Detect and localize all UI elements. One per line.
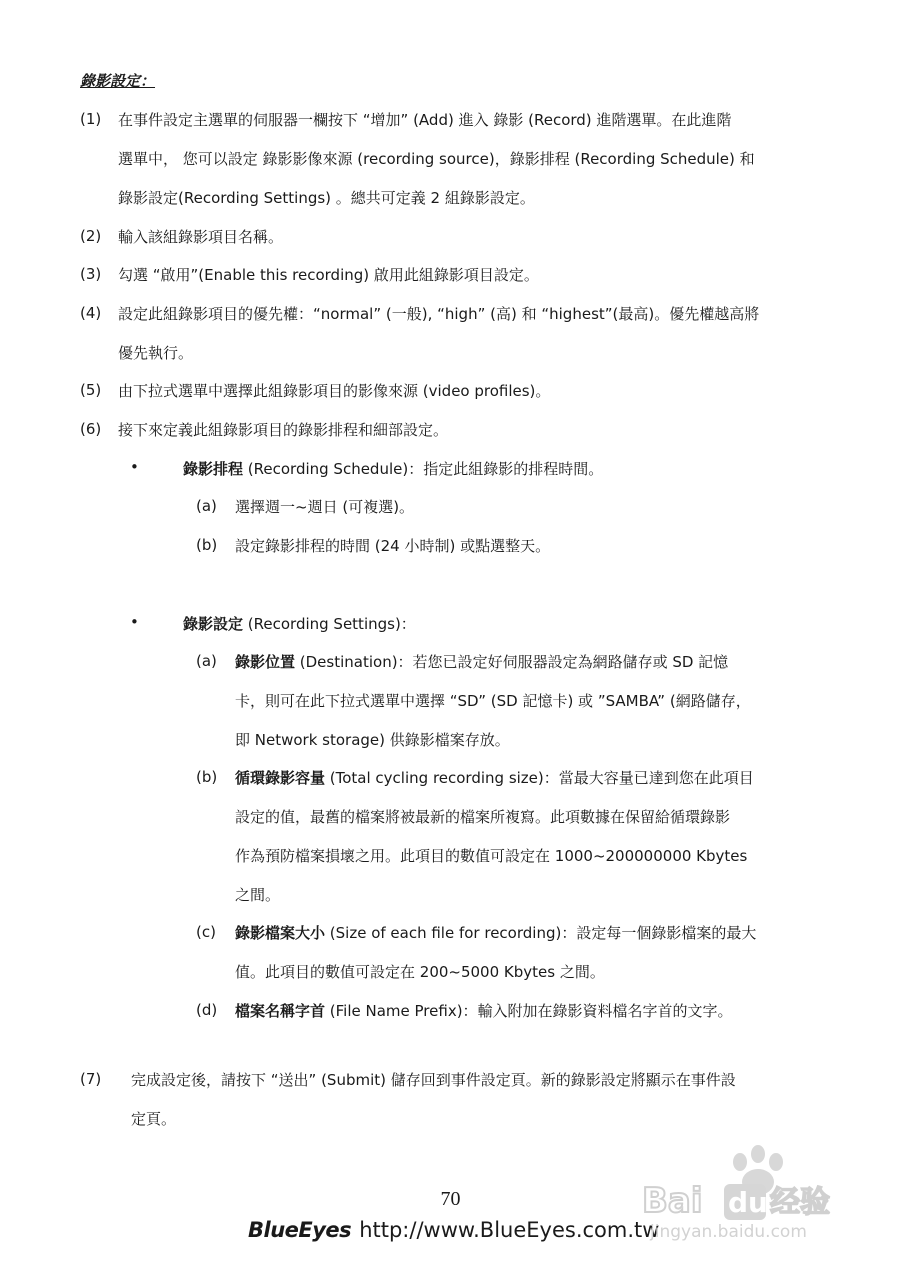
sub-letter: (c) [196, 923, 216, 941]
sub-text-line: 設定的值，最舊的檔案將被最新的檔案所複寫。此項數據在保留給循環錄影 [235, 808, 731, 826]
sub-text-line: 設定錄影排程的時間 (24 小時制) 或點選整天。 [235, 537, 551, 555]
sub-label: 錄影檔案大小 [235, 924, 326, 942]
sub-text-line: 卡，則可在此下拉式選單中選擇 “SD” (SD 記憶卡) 或 ”SAMBA” (網路儲存， [235, 692, 751, 710]
sub-label: 循環錄影容量 [235, 769, 326, 787]
item-text-line: 設定此組錄影項目的優先權：“normal” (一般), “high” (高) 和 “highest”(最高)。優先權越高將 [118, 305, 760, 323]
item-number: (3) [80, 265, 102, 283]
sub-label: 檔案名稱字首 [235, 1002, 326, 1020]
brand-logo: BlueEyes [248, 1218, 352, 1242]
item-text-line: 選單中， 您可以設定 錄影影像來源 (recording source)，錄影排程 (Recording Schedule) 和 [118, 150, 755, 168]
item-number: (4) [80, 304, 102, 322]
sub-letter: (a) [196, 652, 217, 670]
sub-letter: (d) [196, 1001, 218, 1019]
item-number: (1) [80, 110, 102, 128]
svg-text:Bai: Bai [642, 1181, 703, 1221]
item-text-line: 在事件設定主選單的伺服器一欄按下 “增加” (Add) 進入 錄影 (Record) 進階選單。在此進階 [118, 111, 732, 129]
sub-text-line [235, 1001, 805, 1040]
footer [248, 1218, 659, 1242]
settings-heading [183, 613, 416, 634]
sub-text-line: 值。此項目的數值可設定在 200~5000 Kbytes 之間。 [235, 963, 605, 981]
item-text-line: 定頁。 [131, 1110, 177, 1128]
settings-label: 錄影設定 [183, 615, 244, 633]
sub-letter: (b) [196, 536, 218, 554]
sub-text: (File Name Prefix)：輸入附加在錄影資料檔名字首的文字。 [325, 1002, 733, 1020]
item-text-line: 錄影設定(Recording Settings) 。總共可定義 2 組錄影設定。 [118, 189, 535, 207]
sub-letter: (a) [196, 497, 217, 515]
schedule-heading [183, 458, 603, 479]
sub-text-line: 選擇週一~週日 (可複選)。 [235, 498, 415, 516]
svg-text:jingyan.baidu.com: jingyan.baidu.com [650, 1222, 807, 1242]
sub-text: (Size of each file for recording)：設定每一個錄影檔案的最大 [325, 924, 757, 942]
svg-text:经验: 经验 [770, 1185, 830, 1220]
sub-text: (Total cycling recording size)：當最大容量已達到您在此項目 [325, 769, 754, 787]
footer-url: http://www.BlueEyes.com.tw [359, 1218, 660, 1242]
sub-text-line [235, 923, 805, 962]
sub-text-line: 即 Network storage) 供錄影檔案存放。 [235, 731, 510, 749]
section-heading: 錄影設定： [80, 72, 156, 90]
item-number: (2) [80, 227, 102, 245]
bullet-icon: • [130, 613, 139, 631]
sub-label: 錄影位置 [235, 653, 296, 671]
sub-letter: (b) [196, 768, 218, 786]
item-text-line: 優先執行。 [118, 344, 194, 362]
sub-text-line [235, 768, 805, 807]
item-number: (5) [80, 381, 102, 399]
sub-text-line: 之間。 [235, 886, 281, 904]
page-number: 70 [440, 1188, 461, 1210]
item-text-line: 完成設定後，請按下 “送出” (Submit) 儲存回到事件設定頁。新的錄影設定將顯示在事件設 [131, 1071, 736, 1089]
item-text-line: 接下來定義此組錄影項目的錄影排程和細部設定。 [118, 421, 449, 439]
schedule-label: 錄影排程 [183, 460, 244, 478]
item-number: (6) [80, 420, 102, 438]
item-text-line: 勾選 “啟用”(Enable this recording) 啟用此組錄影項目設定。 [118, 266, 539, 284]
sub-text: (Destination)：若您已設定好伺服器設定為網路儲存或 SD 記憶 [295, 653, 729, 671]
item-text-line: 輸入該組錄影項目名稱。 [118, 228, 284, 246]
item-number: (7) [80, 1070, 102, 1088]
sub-text-line: 作為預防檔案損壞之用。此項目的數值可設定在 1000~200000000 Kbytes [235, 847, 748, 865]
item-text-line: 由下拉式選單中選擇此組錄影項目的影像來源 (video profiles)。 [118, 382, 551, 400]
schedule-text: (Recording Schedule)：指定此組錄影的排程時間。 [243, 460, 604, 478]
bullet-icon: • [130, 458, 139, 476]
settings-text: (Recording Settings)： [243, 615, 416, 633]
sub-text-line [235, 652, 805, 691]
watermark-logo [640, 1140, 850, 1245]
svg-text:du: du [728, 1186, 768, 1219]
